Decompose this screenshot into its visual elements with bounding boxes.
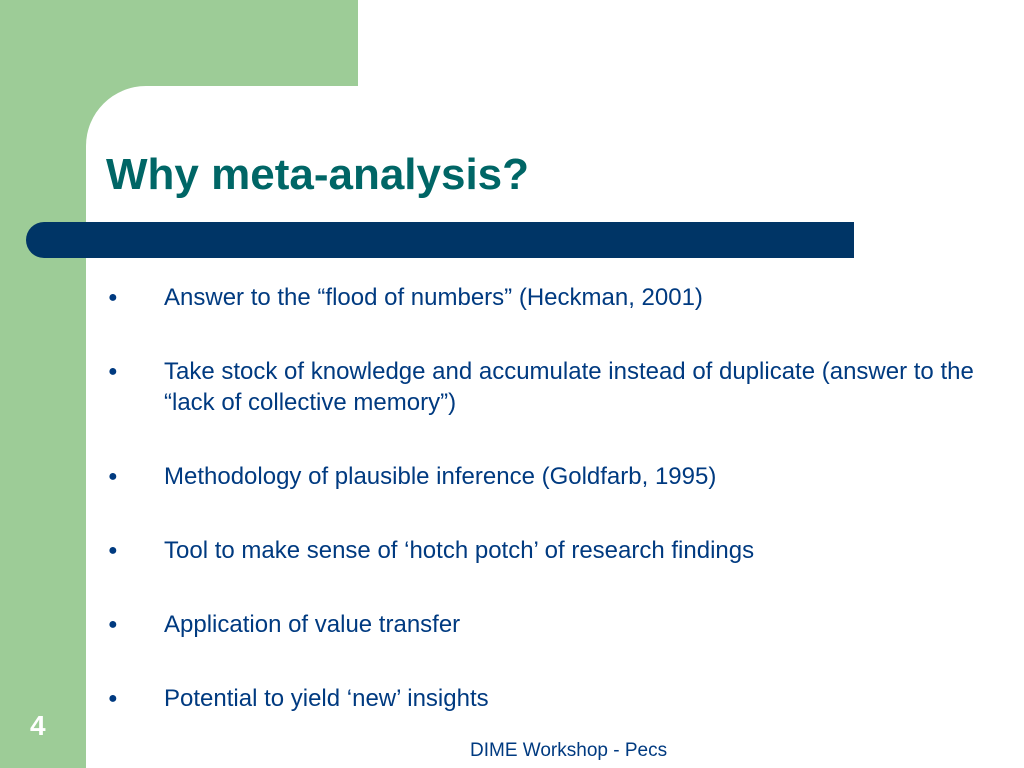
bullet-icon: ●: [108, 363, 118, 380]
green-top-band: [0, 0, 358, 86]
bullet-text: Take stock of knowledge and accumulate instead of duplicate (answer to the “lack of collective memory”): [164, 358, 974, 416]
bullet-text: Answer to the “flood of numbers” (Heckman, 2001): [164, 284, 703, 311]
footer-text: DIME Workshop - Pecs: [470, 740, 668, 761]
title-underline-bar: [26, 222, 854, 258]
bullet-text: Tool to make sense of ‘hotch potch’ of research findings: [164, 537, 755, 564]
list-item: [108, 683, 988, 714]
list-item: [108, 609, 988, 640]
green-left-band: [0, 0, 86, 768]
list-item: [108, 461, 988, 492]
bullet-icon: ●: [108, 289, 118, 306]
list-item: [108, 535, 988, 566]
corner-curve: [86, 86, 146, 146]
bullet-icon: ●: [108, 468, 118, 485]
bullet-icon: ●: [108, 542, 118, 559]
bullet-list: [108, 282, 988, 757]
page-number: 4: [30, 710, 46, 741]
slide-title: Why meta-analysis?: [106, 150, 530, 199]
bullet-icon: ●: [108, 690, 118, 707]
list-item: [108, 282, 988, 313]
bullet-icon: ●: [108, 616, 118, 633]
bullet-text: Methodology of plausible inference (Goldfarb, 1995): [164, 463, 717, 490]
bullet-text: Application of value transfer: [164, 611, 461, 638]
bullet-text: Potential to yield ‘new’ insights: [164, 685, 489, 712]
list-item: [108, 356, 988, 418]
